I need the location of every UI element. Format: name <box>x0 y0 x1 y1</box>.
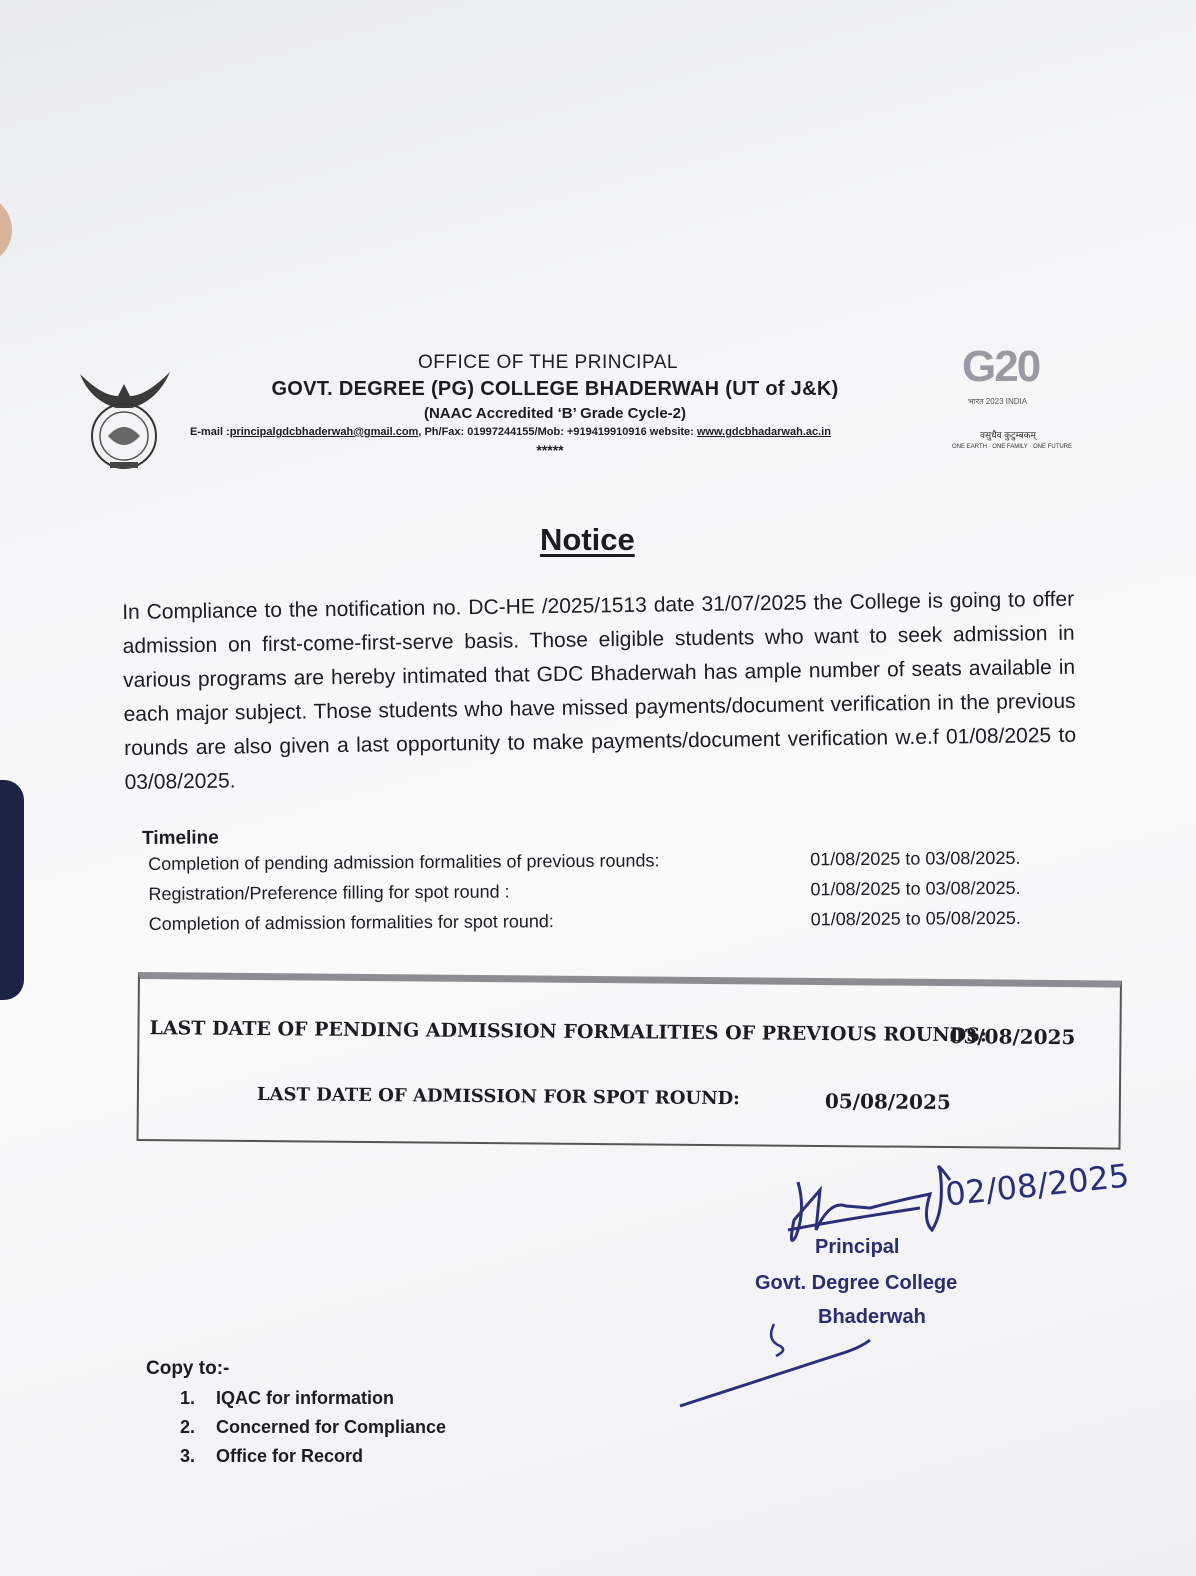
g20-motto: ONE EARTH · ONE FAMILY · ONE FUTURE <box>952 444 1073 450</box>
notice-title: Notice <box>540 522 635 557</box>
background-edge <box>0 780 24 1000</box>
g20-subtext: भारत 2023 INDIA <box>968 397 1028 406</box>
list-item <box>146 1388 394 1417</box>
email-link[interactable]: principalgdcbhaderwah@gmail.com <box>229 426 419 438</box>
list-item-text: Office for Record <box>216 1446 364 1466</box>
timeline-date: 01/08/2025 to 03/08/2025. <box>810 877 1021 900</box>
list-item-number: 2. <box>180 1417 196 1437</box>
list-item-number: 3. <box>180 1446 196 1466</box>
timeline-section <box>142 822 1073 944</box>
contact-line <box>190 426 930 438</box>
deadline-label-previous-rounds: LAST DATE OF PENDING ADMISSION FORMALITIES OF PREVIOUS ROUNDS: <box>149 1017 987 1047</box>
list-item <box>146 1417 447 1446</box>
deadlines-box <box>137 972 1122 1150</box>
office-heading: OFFICE OF THE PRINCIPAL <box>418 352 678 373</box>
timeline-row <box>143 908 1073 944</box>
stamp-college: Govt. Degree College <box>755 1272 958 1294</box>
timeline-title: Timeline <box>142 827 219 849</box>
deadline-label-spot-round: LAST DATE OF ADMISSION FOR SPOT ROUND: <box>256 1084 740 1110</box>
deadline-date-previous-rounds: 03/08/2025 <box>949 1024 1076 1050</box>
timeline-label: Completion of pending admission formalities of previous rounds: <box>148 850 660 874</box>
g20-logo <box>950 340 1080 460</box>
timeline-label: Completion of admission formalities for spot round: <box>148 911 554 934</box>
website-link[interactable]: www.gdcbhadarwah.ac.in <box>696 426 831 438</box>
list-item <box>146 1446 364 1475</box>
deadline-date-spot-round: 05/08/2025 <box>824 1088 951 1115</box>
copy-to-title: Copy to:- <box>146 1358 230 1379</box>
stamp-location: Bhaderwah <box>818 1306 926 1328</box>
copy-to-section <box>146 1358 447 1475</box>
college-name: GOVT. DEGREE (PG) COLLEGE BHADERWAH (UT of J&K) <box>271 378 839 400</box>
notice-body: In Compliance to the notification no. DC-HE /2025/1513 date 31/07/2025 the College is going to offer admission on first-come-first-serve basis. Those eligible students who want to seek admission in various programs are hereby intimated that GDC Bhaderwah has ample number of seats available in each major subject. Those students who have missed payments/document verification in the previous rounds are also given a last opportunity to make payments/document verification w.e.f 01/08/2025 to 03/08/2025. <box>122 587 1077 794</box>
thumb <box>0 195 12 265</box>
email-label: E-mail : <box>190 426 230 438</box>
phone-text: , Ph/Fax: 01997244155/Mob: +919419910916 website: <box>418 426 697 438</box>
timeline-label: Registration/Preference filling for spot round : <box>148 881 510 904</box>
g20-hindi-text: वसुधैव कुटुम्बकम् <box>980 430 1036 440</box>
timeline-date: 01/08/2025 to 05/08/2025. <box>810 907 1021 930</box>
list-item-text: IQAC for information <box>216 1388 394 1408</box>
list-item-number: 1. <box>180 1388 196 1408</box>
separator-stars: ***** <box>536 442 564 458</box>
accreditation: (NAAC Accredited ‘B’ Grade Cycle-2) <box>423 405 687 422</box>
handwritten-date: 02/08/2025 <box>943 1156 1131 1214</box>
stamp-principal: Principal <box>815 1236 900 1258</box>
timeline-date: 01/08/2025 to 03/08/2025. <box>810 847 1021 870</box>
g20-logo-text: G20 <box>962 342 1040 391</box>
list-item-text: Concerned for Compliance <box>216 1417 447 1437</box>
